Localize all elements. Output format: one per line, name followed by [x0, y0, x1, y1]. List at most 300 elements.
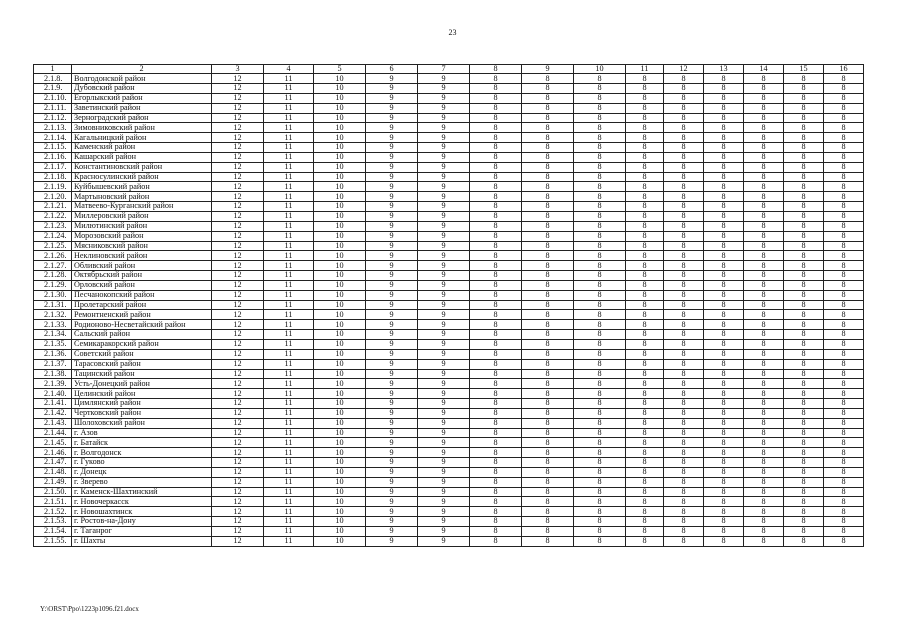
table-cell: 10 — [314, 261, 366, 271]
table-cell: 8 — [664, 458, 704, 468]
table-cell: 9 — [418, 280, 470, 290]
table-cell: 8 — [824, 389, 864, 399]
table-cell: 8 — [574, 152, 626, 162]
table-cell: 8 — [626, 251, 664, 261]
table-cell: 12 — [212, 261, 264, 271]
table-cell: 8 — [824, 290, 864, 300]
row-code: 2.1.26. — [34, 251, 72, 261]
table-cell: 8 — [664, 271, 704, 281]
table-cell: 8 — [626, 310, 664, 320]
table-cell: 8 — [574, 103, 626, 113]
table-cell: 10 — [314, 477, 366, 487]
table-cell: 8 — [664, 330, 704, 340]
row-district-name: Миллеровский район — [72, 212, 212, 222]
table-row — [34, 448, 864, 458]
table-cell: 8 — [470, 399, 522, 409]
table-cell: 8 — [704, 103, 744, 113]
table-cell: 8 — [522, 113, 574, 123]
row-code: 2.1.12. — [34, 113, 72, 123]
table-cell: 12 — [212, 359, 264, 369]
table-cell: 10 — [314, 349, 366, 359]
table-cell: 12 — [212, 192, 264, 202]
table-cell: 9 — [418, 231, 470, 241]
table-cell: 8 — [574, 172, 626, 182]
table-cell: 8 — [470, 192, 522, 202]
table-cell: 11 — [264, 261, 314, 271]
table-cell: 8 — [522, 123, 574, 133]
table-cell: 8 — [784, 330, 824, 340]
table-cell: 9 — [366, 418, 418, 428]
table-cell: 8 — [664, 84, 704, 94]
table-cell: 8 — [664, 487, 704, 497]
table-cell: 8 — [824, 507, 864, 517]
table-cell: 8 — [664, 93, 704, 103]
table-cell: 8 — [470, 162, 522, 172]
table-cell: 8 — [470, 172, 522, 182]
table-cell: 10 — [314, 162, 366, 172]
table-cell: 8 — [626, 172, 664, 182]
table-cell: 9 — [418, 300, 470, 310]
table-cell: 8 — [626, 487, 664, 497]
table-cell: 8 — [626, 517, 664, 527]
table-cell: 10 — [314, 330, 366, 340]
table-cell: 12 — [212, 74, 264, 84]
table-cell: 8 — [470, 428, 522, 438]
table-cell: 8 — [626, 330, 664, 340]
table-cell: 12 — [212, 113, 264, 123]
table-cell: 8 — [664, 399, 704, 409]
table-cell: 9 — [366, 477, 418, 487]
table-cell: 8 — [522, 428, 574, 438]
table-cell: 8 — [784, 418, 824, 428]
table-cell: 8 — [522, 320, 574, 330]
row-code: 2.1.42. — [34, 408, 72, 418]
table-cell: 8 — [744, 517, 784, 527]
table-cell: 8 — [824, 320, 864, 330]
table-cell: 8 — [824, 172, 864, 182]
table-cell: 8 — [744, 123, 784, 133]
column-header: 3 — [212, 65, 264, 74]
table-cell: 10 — [314, 143, 366, 153]
table-cell: 11 — [264, 93, 314, 103]
table-cell: 9 — [366, 320, 418, 330]
table-cell: 8 — [824, 143, 864, 153]
row-district-name: Константиновский район — [72, 162, 212, 172]
table-cell: 8 — [470, 379, 522, 389]
table-cell: 8 — [664, 428, 704, 438]
table-cell: 8 — [664, 133, 704, 143]
table-cell: 9 — [418, 507, 470, 517]
column-header: 16 — [824, 65, 864, 74]
row-code: 2.1.22. — [34, 212, 72, 222]
table-cell: 8 — [784, 192, 824, 202]
table-cell: 8 — [574, 271, 626, 281]
table-cell: 9 — [366, 93, 418, 103]
table-cell: 8 — [574, 280, 626, 290]
table-cell: 8 — [664, 389, 704, 399]
table-cell: 9 — [418, 212, 470, 222]
table-cell: 8 — [626, 93, 664, 103]
table-cell: 8 — [574, 389, 626, 399]
table-cell: 8 — [824, 280, 864, 290]
table-cell: 8 — [744, 418, 784, 428]
table-cell: 8 — [664, 202, 704, 212]
table-cell: 9 — [366, 527, 418, 537]
table-cell: 8 — [522, 379, 574, 389]
table-cell: 8 — [664, 300, 704, 310]
row-district-name: Пролетарский район — [72, 300, 212, 310]
table-cell: 8 — [784, 212, 824, 222]
table-cell: 8 — [626, 113, 664, 123]
table-cell: 9 — [366, 261, 418, 271]
table-cell: 8 — [664, 477, 704, 487]
table-cell: 8 — [522, 448, 574, 458]
table-cell: 8 — [574, 536, 626, 546]
table-row — [34, 458, 864, 468]
table-cell: 8 — [664, 103, 704, 113]
table-cell: 11 — [264, 536, 314, 546]
table-cell: 8 — [470, 231, 522, 241]
table-cell: 8 — [470, 241, 522, 251]
table-cell: 8 — [664, 212, 704, 222]
table-cell: 8 — [626, 339, 664, 349]
table-cell: 8 — [744, 310, 784, 320]
table-cell: 8 — [824, 369, 864, 379]
table-cell: 8 — [626, 438, 664, 448]
table-cell: 8 — [744, 389, 784, 399]
table-cell: 8 — [744, 320, 784, 330]
table-cell: 11 — [264, 300, 314, 310]
row-code: 2.1.32. — [34, 310, 72, 320]
table-cell: 10 — [314, 241, 366, 251]
table-cell: 9 — [418, 418, 470, 428]
table-cell: 9 — [418, 241, 470, 251]
row-district-name: г. Каменск-Шахтинский — [72, 487, 212, 497]
table-cell: 8 — [626, 202, 664, 212]
table-body — [34, 74, 864, 547]
table-cell: 8 — [824, 231, 864, 241]
table-cell: 8 — [744, 467, 784, 477]
table-cell: 8 — [470, 221, 522, 231]
table-cell: 12 — [212, 507, 264, 517]
table-cell: 9 — [418, 290, 470, 300]
table-cell: 10 — [314, 221, 366, 231]
table-cell: 8 — [664, 507, 704, 517]
row-code: 2.1.34. — [34, 330, 72, 340]
table-cell: 9 — [366, 182, 418, 192]
table-cell: 9 — [366, 428, 418, 438]
table-cell: 8 — [470, 497, 522, 507]
table-cell: 8 — [470, 74, 522, 84]
table-cell: 11 — [264, 349, 314, 359]
table-cell: 10 — [314, 84, 366, 94]
table-cell: 9 — [366, 517, 418, 527]
table-row — [34, 359, 864, 369]
table-cell: 8 — [704, 143, 744, 153]
table-cell: 8 — [784, 349, 824, 359]
table-cell: 8 — [470, 123, 522, 133]
table-cell: 8 — [744, 379, 784, 389]
row-district-name: Мясниковский район — [72, 241, 212, 251]
table-cell: 11 — [264, 84, 314, 94]
table-cell: 8 — [626, 399, 664, 409]
table-cell: 8 — [522, 74, 574, 84]
table-cell: 8 — [744, 74, 784, 84]
table-cell: 8 — [784, 438, 824, 448]
table-cell: 8 — [522, 517, 574, 527]
table-cell: 12 — [212, 517, 264, 527]
table-cell: 8 — [744, 251, 784, 261]
row-district-name: г. Ростов-на-Дону — [72, 517, 212, 527]
table-cell: 8 — [574, 359, 626, 369]
table-cell: 8 — [784, 300, 824, 310]
row-district-name: г. Волгодонск — [72, 448, 212, 458]
table-cell: 11 — [264, 280, 314, 290]
table-row — [34, 487, 864, 497]
table-cell: 8 — [744, 527, 784, 537]
table-row — [34, 438, 864, 448]
table-cell: 8 — [824, 84, 864, 94]
row-district-name: Каменский район — [72, 143, 212, 153]
table-cell: 8 — [784, 182, 824, 192]
data-table — [33, 64, 864, 547]
table-cell: 8 — [574, 458, 626, 468]
table-cell: 8 — [664, 438, 704, 448]
table-cell: 10 — [314, 438, 366, 448]
table-header-row — [34, 65, 864, 74]
table-cell: 12 — [212, 448, 264, 458]
table-cell: 8 — [704, 448, 744, 458]
table-row — [34, 300, 864, 310]
table-cell: 9 — [366, 339, 418, 349]
table-cell: 8 — [574, 349, 626, 359]
row-code: 2.1.39. — [34, 379, 72, 389]
row-district-name: Неклиновский район — [72, 251, 212, 261]
table-cell: 8 — [470, 113, 522, 123]
table-cell: 8 — [664, 113, 704, 123]
table-cell: 12 — [212, 202, 264, 212]
table-cell: 9 — [366, 162, 418, 172]
table-cell: 10 — [314, 192, 366, 202]
table-cell: 8 — [784, 467, 824, 477]
row-district-name: Ремонтненский район — [72, 310, 212, 320]
table-cell: 8 — [784, 231, 824, 241]
table-cell: 8 — [784, 103, 824, 113]
row-district-name: Красносулинский район — [72, 172, 212, 182]
table-cell: 8 — [824, 271, 864, 281]
table-cell: 9 — [366, 467, 418, 477]
table-cell: 9 — [366, 536, 418, 546]
table-cell: 8 — [784, 261, 824, 271]
table-cell: 8 — [784, 339, 824, 349]
table-cell: 9 — [418, 251, 470, 261]
table-row — [34, 103, 864, 113]
table-cell: 8 — [470, 320, 522, 330]
table-row — [34, 408, 864, 418]
table-cell: 8 — [470, 251, 522, 261]
table-cell: 8 — [574, 251, 626, 261]
table-cell: 8 — [574, 212, 626, 222]
table-cell: 8 — [704, 192, 744, 202]
table-cell: 8 — [470, 152, 522, 162]
row-code: 2.1.19. — [34, 182, 72, 192]
table-cell: 8 — [704, 290, 744, 300]
table-cell: 8 — [704, 458, 744, 468]
table-cell: 12 — [212, 172, 264, 182]
table-cell: 8 — [664, 162, 704, 172]
table-cell: 8 — [574, 399, 626, 409]
table-cell: 8 — [664, 280, 704, 290]
table-row — [34, 467, 864, 477]
table-row — [34, 123, 864, 133]
table-cell: 8 — [744, 507, 784, 517]
table-cell: 8 — [470, 84, 522, 94]
table-cell: 12 — [212, 408, 264, 418]
column-header: 7 — [418, 65, 470, 74]
table-cell: 9 — [418, 202, 470, 212]
table-cell: 8 — [744, 231, 784, 241]
table-cell: 12 — [212, 133, 264, 143]
table-cell: 8 — [704, 271, 744, 281]
row-code: 2.1.41. — [34, 399, 72, 409]
table-cell: 8 — [784, 172, 824, 182]
table-cell: 12 — [212, 320, 264, 330]
row-district-name: г. Новошахтинск — [72, 507, 212, 517]
table-cell: 8 — [784, 162, 824, 172]
row-district-name: г. Шахты — [72, 536, 212, 546]
table-cell: 8 — [574, 290, 626, 300]
table-cell: 8 — [522, 330, 574, 340]
table-cell: 8 — [784, 123, 824, 133]
row-district-name: Усть-Донецкий район — [72, 379, 212, 389]
table-cell: 12 — [212, 290, 264, 300]
table-cell: 8 — [470, 507, 522, 517]
table-cell: 8 — [784, 477, 824, 487]
table-cell: 8 — [704, 182, 744, 192]
table-row — [34, 212, 864, 222]
row-code: 2.1.16. — [34, 152, 72, 162]
table-cell: 8 — [824, 487, 864, 497]
table-cell: 12 — [212, 241, 264, 251]
table-cell: 8 — [704, 339, 744, 349]
table-cell: 9 — [366, 408, 418, 418]
table-cell: 8 — [704, 202, 744, 212]
table-cell: 9 — [366, 271, 418, 281]
column-header: 15 — [784, 65, 824, 74]
row-code: 2.1.24. — [34, 231, 72, 241]
table-cell: 8 — [470, 477, 522, 487]
table-cell: 9 — [418, 152, 470, 162]
table-cell: 8 — [744, 162, 784, 172]
table-cell: 8 — [522, 310, 574, 320]
table-cell: 10 — [314, 202, 366, 212]
row-district-name: г. Донецк — [72, 467, 212, 477]
table-cell: 8 — [824, 458, 864, 468]
table-cell: 9 — [418, 349, 470, 359]
table-cell: 8 — [626, 231, 664, 241]
table-cell: 8 — [470, 359, 522, 369]
table-cell: 8 — [574, 448, 626, 458]
table-cell: 8 — [784, 202, 824, 212]
table-cell: 12 — [212, 231, 264, 241]
table-cell: 11 — [264, 74, 314, 84]
table-cell: 12 — [212, 300, 264, 310]
table-cell: 8 — [574, 123, 626, 133]
table-cell: 8 — [824, 74, 864, 84]
table-cell: 8 — [626, 84, 664, 94]
table-cell: 8 — [824, 428, 864, 438]
table-cell: 8 — [704, 369, 744, 379]
row-district-name: Волгодонской район — [72, 74, 212, 84]
table-cell: 8 — [574, 182, 626, 192]
row-district-name: Тацинский район — [72, 369, 212, 379]
row-code: 2.1.38. — [34, 369, 72, 379]
table-cell: 9 — [418, 458, 470, 468]
table-cell: 8 — [522, 527, 574, 537]
table-cell: 8 — [574, 418, 626, 428]
table-cell: 8 — [522, 271, 574, 281]
table-cell: 9 — [418, 369, 470, 379]
table-cell: 8 — [704, 162, 744, 172]
table-cell: 11 — [264, 527, 314, 537]
table-cell: 8 — [824, 300, 864, 310]
table-cell: 8 — [470, 408, 522, 418]
table-cell: 9 — [366, 251, 418, 261]
table-cell: 8 — [664, 172, 704, 182]
table-cell: 12 — [212, 330, 264, 340]
table-cell: 8 — [522, 192, 574, 202]
table-cell: 8 — [664, 339, 704, 349]
table-row — [34, 369, 864, 379]
table-cell: 8 — [626, 408, 664, 418]
row-code: 2.1.9. — [34, 84, 72, 94]
table-cell: 9 — [366, 389, 418, 399]
table-cell: 12 — [212, 428, 264, 438]
column-header: 11 — [626, 65, 664, 74]
column-header: 12 — [664, 65, 704, 74]
table-cell: 8 — [704, 241, 744, 251]
row-district-name: Кашарский район — [72, 152, 212, 162]
table-cell: 12 — [212, 418, 264, 428]
table-cell: 8 — [470, 133, 522, 143]
table-row — [34, 74, 864, 84]
row-district-name: Родионово-Несветайский район — [72, 320, 212, 330]
table-cell: 8 — [704, 300, 744, 310]
table-cell: 8 — [744, 487, 784, 497]
table-cell: 8 — [574, 300, 626, 310]
row-code: 2.1.37. — [34, 359, 72, 369]
table-cell: 8 — [704, 399, 744, 409]
table-cell: 8 — [626, 507, 664, 517]
table-cell: 11 — [264, 310, 314, 320]
table-cell: 8 — [824, 152, 864, 162]
table-cell: 8 — [574, 133, 626, 143]
row-code: 2.1.47. — [34, 458, 72, 468]
table-cell: 8 — [522, 202, 574, 212]
row-code: 2.1.10. — [34, 93, 72, 103]
table-cell: 8 — [824, 477, 864, 487]
row-district-name: г. Гуково — [72, 458, 212, 468]
table-cell: 8 — [704, 379, 744, 389]
table-cell: 8 — [522, 261, 574, 271]
table-cell: 12 — [212, 349, 264, 359]
table-cell: 8 — [470, 527, 522, 537]
table-row — [34, 290, 864, 300]
row-code: 2.1.8. — [34, 74, 72, 84]
table-cell: 12 — [212, 497, 264, 507]
table-cell: 9 — [418, 527, 470, 537]
row-district-name: Тарасовский район — [72, 359, 212, 369]
